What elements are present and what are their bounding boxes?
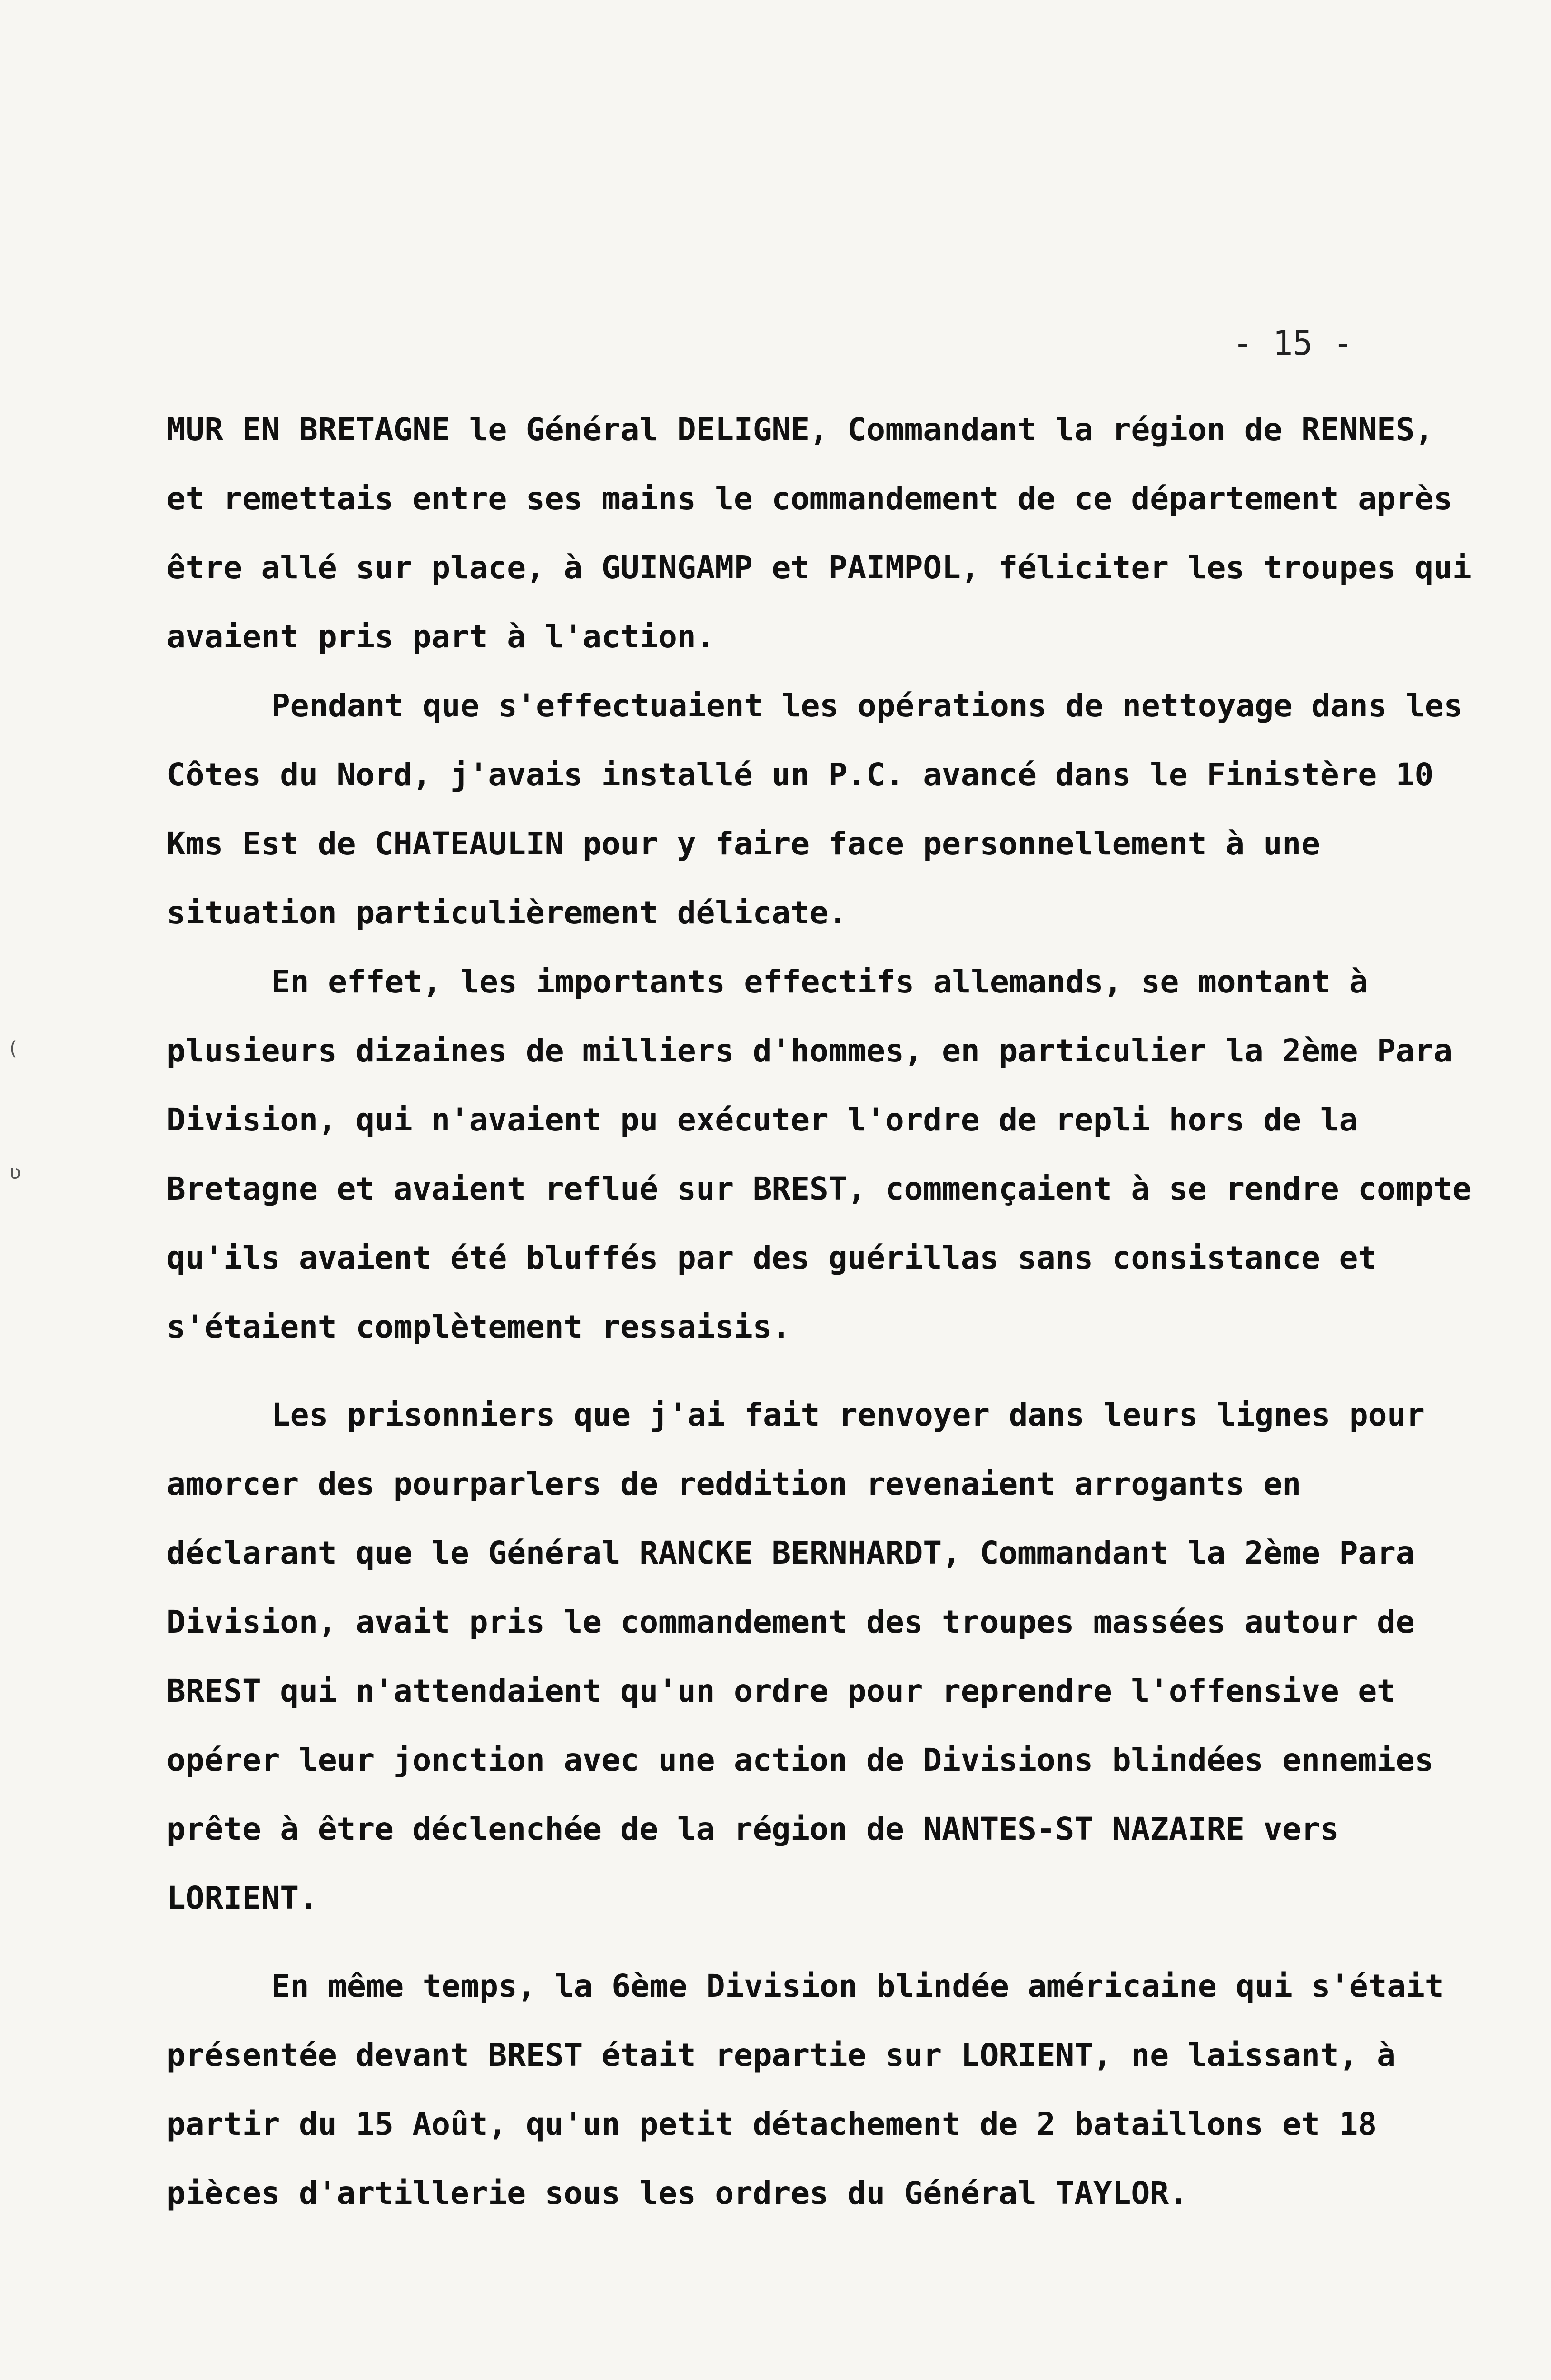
paragraph-4: Les prisonniers que j'ai fait renvoyer dans leurs lignes pour amorcer des pourparlers de reddition revenaient arrogants en déclarant que le Général RANCKE BERNHARDT, Commandant la 2ème Para Division, avait pris le commandement des troupes massées autour de BREST qui n'attendaient qu'un ordre pour reprendre l'offensive et opérer leur jonction avec une action de Divisions blindées ennemies prête à être déclenchée de la région de NANTES-ST NAZAIRE vers LORIENT. [167,1397,1434,1916]
paragraph-2: Pendant que s'effectuaient les opérations de nettoyage dans les Côtes du Nord, j'avais installé un P.C. avancé dans le Finistère 10 Kms Est de CHATEAULIN pour y faire face personnellement à une situation particulièrement délicate. [167,687,1463,931]
margin-mark: ( [10,1038,17,1060]
margin-mark: ʋ [10,1161,21,1183]
paragraph-1: MUR EN BRETAGNE le Général DELIGNE, Commandant la région de RENNES, et remettais entre ses mains le commandement de ce département après être allé sur place, à GUINGAMP et PAIMPOL, féliciter les troupes qui avaient pris part à l'action. [167,411,1472,655]
paragraph-3: En effet, les importants effectifs allemands, se montant à plusieurs dizaines de milliers d'hommes, en particulier la 2ème Para Division, qui n'avaient pu exécuter l'ordre de repli hors de la Bretagne et avaient reflué sur BREST, commençaient à se rendre compte qu'ils avaient été bluffés par des guérillas sans consistance et s'étaient complètement ressaisis. [167,963,1472,1345]
page-number: - 15 - [1233,324,1353,363]
paragraph-5: En même temps, la 6ème Division blindée américaine qui s'était présentée devant BREST était repartie sur LORIENT, ne laissant, à partir du 15 Août, qu'un petit détachement de 2 bataillons et 18 pièces d'artillerie sous les ordres du Général TAYLOR. [167,1968,1444,2211]
body-text [167,395,1490,2228]
